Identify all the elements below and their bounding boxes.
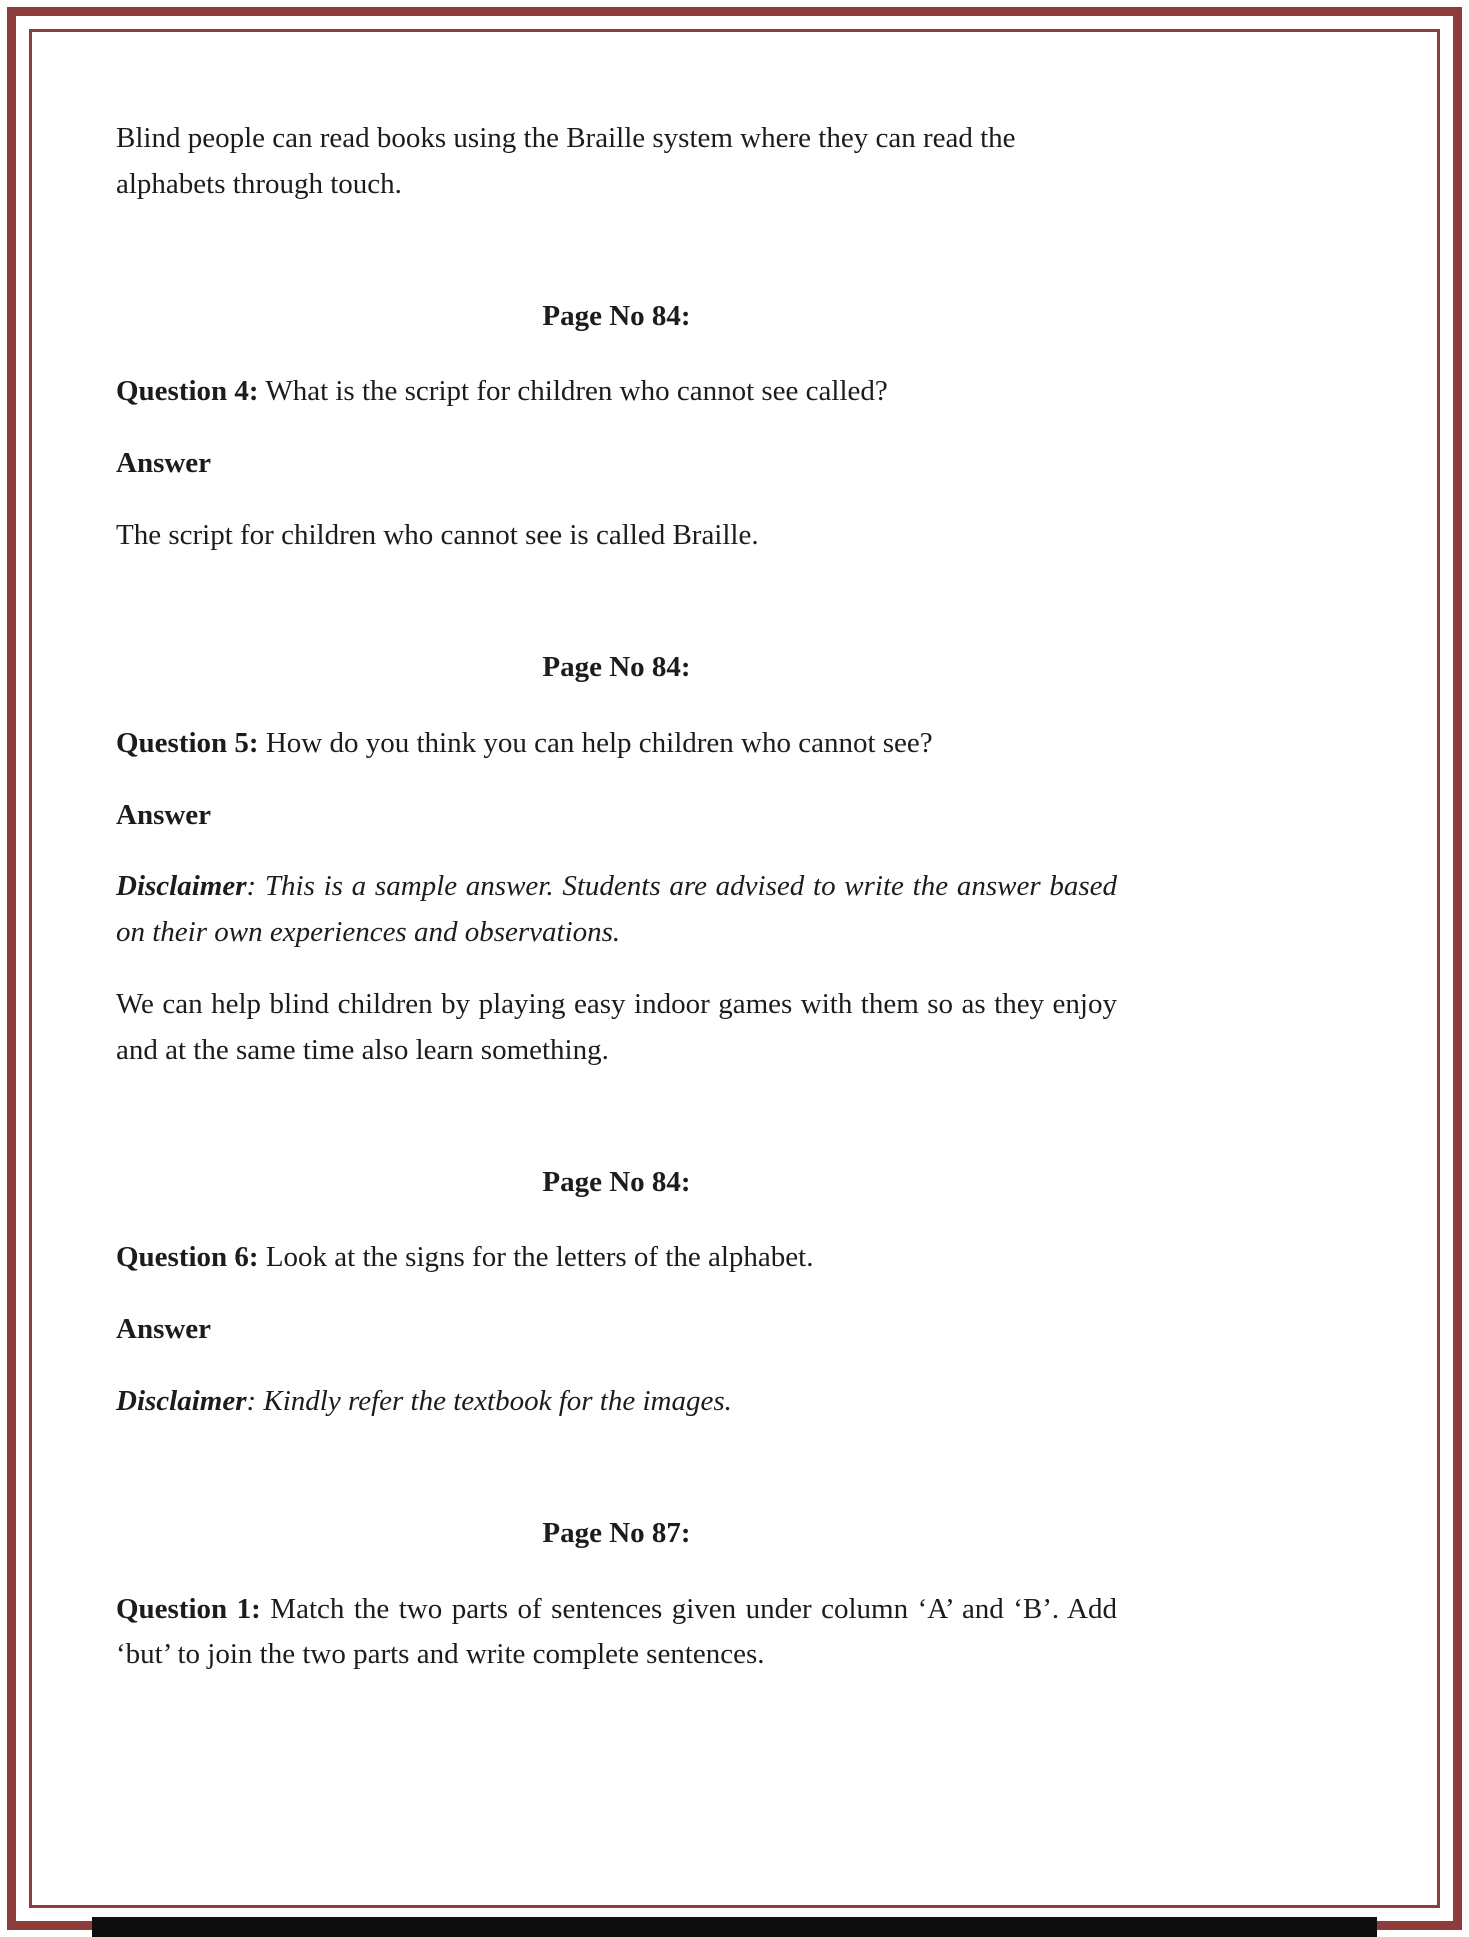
question-label: Question 4: (116, 375, 259, 408)
question-text: How do you think you can help children who cannot see? (265, 726, 933, 759)
answer-label: Answer (116, 1313, 212, 1346)
question-paragraph (116, 1235, 1117, 1281)
question-label: Question 6: (116, 1241, 259, 1274)
question-label: Question 5: (116, 726, 259, 759)
disclaimer-text: : Kindly refer the textbook for the images. (246, 1385, 732, 1417)
qa-section-question-4 (116, 294, 1117, 559)
question-paragraph (116, 1587, 1117, 1679)
qa-section-question-6 (116, 1160, 1117, 1425)
page-heading: Page No 84: (542, 299, 691, 332)
qa-section-question-5 (116, 645, 1117, 1074)
answer-label: Answer (116, 798, 212, 831)
answer-label: Answer (116, 447, 212, 480)
question-text: What is the script for children who cannot see called? (265, 375, 888, 408)
answer-paragraph: We can help blind children by playing easy indoor games with them so as they enjoy and at the same time also learn something. (116, 987, 1117, 1066)
page-content (32, 32, 1437, 1905)
scan-artifact-bar (92, 1917, 1377, 1937)
page-heading: Page No 84: (542, 1165, 691, 1198)
disclaimer-text: : This is a sample answer. Students are advised to write the answer based on their own experiences and observations. (116, 870, 1117, 949)
question-paragraph (116, 721, 1117, 767)
page-heading: Page No 84: (542, 650, 691, 683)
answer-paragraph: The script for children who cannot see is called Braille. (116, 519, 759, 552)
disclaimer-paragraph (116, 864, 1117, 956)
disclaimer-paragraph (116, 1379, 1117, 1425)
disclaimer-label: Disclaimer (116, 870, 247, 903)
question-text: Look at the signs for the letters of the alphabet. (265, 1241, 814, 1274)
disclaimer-label: Disclaimer (116, 1385, 247, 1417)
page-heading: Page No 87: (542, 1516, 691, 1549)
question-paragraph (116, 369, 1117, 415)
intro-paragraph: Blind people can read books using the Braille system where they can read the alphabets through touch. (116, 122, 1016, 200)
qa-section-question-1 (116, 1511, 1117, 1678)
question-text: Match the two parts of sentences given under column ‘A’ and ‘B’. Add ‘but’ to join the two parts and write complete sentences. (116, 1592, 1117, 1671)
question-label: Question 1: (116, 1592, 261, 1625)
